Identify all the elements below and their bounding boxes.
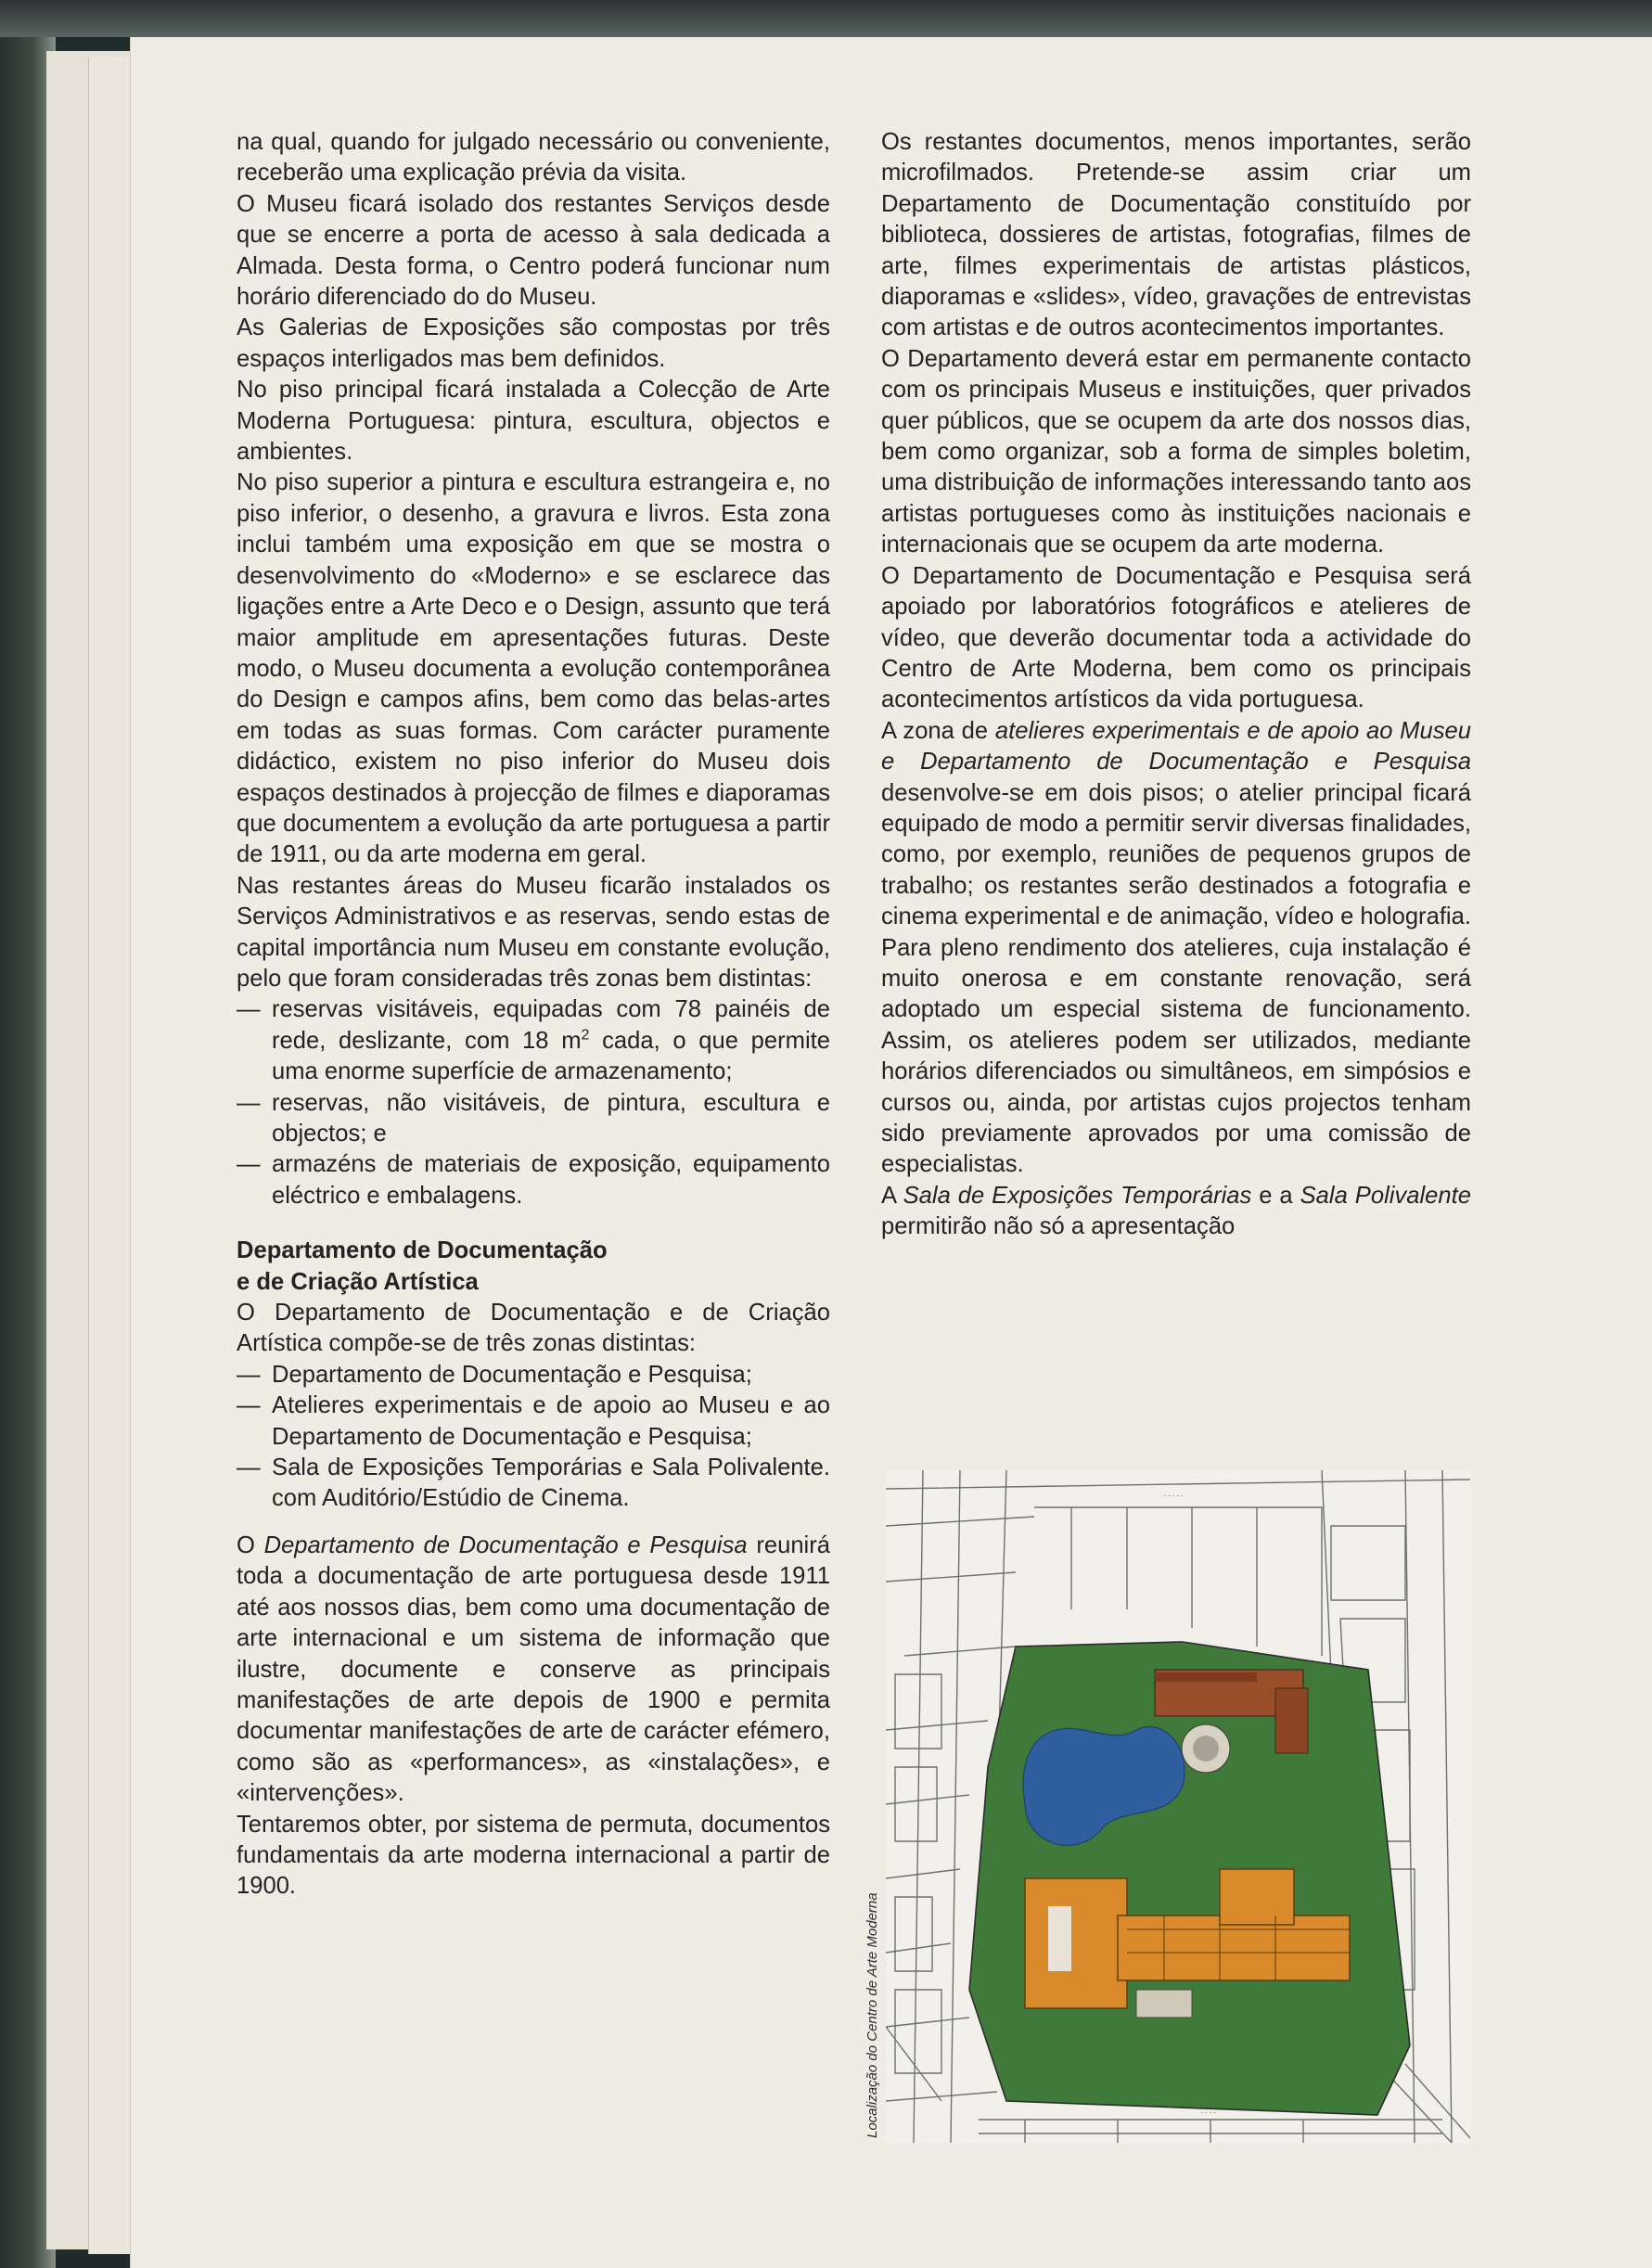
list-item — [237, 1149, 830, 1211]
paragraph: na qual, quando for julgado necessário ou conveniente, receberão uma explicação prévia da visita. — [237, 129, 830, 186]
list-item-text: armazéns de materiais de exposição, equipamento eléctrico e embalagens. — [272, 1151, 830, 1209]
amphitheatre-centre — [1193, 1736, 1219, 1762]
paragraph: A zona de atelieres experimentais e de apoio ao Museu e Departamento de Documentação e Pesquisa desenvolve-se em dois pisos; o atelier principal ficará equipado de modo a permitir servir diversas finalidades, como, por exemplo, reuniões de pequenos grupos de trabalho; os restantes serão destinados a fotografia e cinema experimental e de animação, vídeo e holografia. — [881, 717, 1471, 930]
italic-term: Sala de Exposições Temporárias — [903, 1182, 1252, 1209]
list-dash: — — [237, 1151, 261, 1178]
paragraph: Os restantes documentos, menos importantes, serão microfilmados. Pretende-se assim criar um Departamento de Documentação constituído por biblioteca, dossieres de artistas, fotografias, filmes de arte, filmes experimentais de artistas plásticos, diaporamas e «slides», vídeo, gravações de entrevistas com artistas e de outros acontecimentos importantes. — [881, 129, 1471, 341]
list-item-text: Sala de Exposições Temporárias e Sala Polivalente. com Auditório/Estúdio de Cinema. — [272, 1454, 830, 1512]
list-dash: — — [237, 996, 261, 1023]
list-item-text: reservas, não visitáveis, de pintura, escultura e objectos; e — [272, 1089, 830, 1147]
brick-building-annex — [1275, 1688, 1308, 1753]
list-item-text: reservas visitáveis, equipadas com 78 painéis de rede, deslizante, com 18 $m^2$ cada, o que permite uma enorme superfície de armazenamento; — [272, 996, 830, 1085]
list-item-text: Departamento de Documentação e Pesquisa; — [272, 1361, 752, 1388]
italic-term: atelieres experimentais e de apoio ao Museu e Departamento de Documentação e Pesquisa — [881, 717, 1471, 775]
italic-term: Sala Polivalente — [1300, 1182, 1471, 1209]
paragraph: O Departamento de Documentação e Pesquisa será apoiado por laboratórios fotográficos e atelieres de vídeo, que deverão documentar toda a actividade do Centro de Arte Moderna, bem como os principais acontecimentos artísticos da vida portuguesa. — [881, 562, 1471, 713]
entrance-plaza — [1136, 1990, 1192, 2018]
paragraph: Tentaremos obter, por sistema de permuta, documentos fundamentais da arte moderna internacional a partir de 1900. — [237, 1811, 830, 1900]
list-item — [237, 1360, 830, 1390]
site-plan-map — [886, 1470, 1470, 2143]
brick-building-detail — [1155, 1672, 1257, 1682]
museum-building-north — [1220, 1869, 1294, 1925]
paragraph: As Galerias de Exposições são compostas por três espaços interligados mas bem definidos. — [237, 314, 830, 372]
list-item — [237, 1453, 830, 1515]
svg-text:· · · ·: · · · · — [1201, 2109, 1216, 2117]
paragraph: O Departamento deverá estar em permanente contacto com os principais Museus e instituições, quer privados quer públicos, que se ocupem da arte dos nossos dias, bem como organizar, sob a forma de simples boletim, uma distribuição de informações interessando tanto aos artistas portugueses como às instituições nacionais e internacionais que se ocupem da arte moderna. — [881, 345, 1471, 558]
figure-caption: Localização do Centro de Arte Moderna — [864, 1892, 880, 2138]
left-text-column — [237, 127, 830, 1903]
paragraph: O Departamento de Documentação e de Criação Artística compõe-se de três zonas distintas: — [237, 1300, 830, 1357]
paragraph: O Museu ficará isolado dos restantes Serviços desde que se encerre a porta de acesso à sala dedicada a Almada. Desta forma, o Centro poderá funcionar num horário diferenciado do do Museu. — [237, 190, 830, 311]
section-heading: Departamento de Documentação e de Criação Artística — [237, 1237, 608, 1295]
paragraph: No piso superior a pintura e escultura estrangeira e, no piso inferior, o desenho, a gravura e livros. Esta zona inclui também uma exposição em que se mostra o desenvolvimento do «Moderno» e se esclarece das ligações entre a Arte Deco e o Design, assunto que terá maior amplitude em apresentações futuras. Deste modo, o Museu documenta a evolução contemporânea do Design e campos afins, bem como das belas-artes em todas as suas formas. Com carácter puramente didáctico, existem no piso inferior do Museu dois espaços destinados à projecção de filmes e diaporamas que documentem a evolução da arte portuguesa a partir de 1911, ou da arte moderna em geral. — [237, 469, 830, 868]
list-item-text: Atelieres experimentais e de apoio ao Museu e ao Departamento de Documentação e Pesquisa; — [272, 1392, 830, 1450]
museum-building-west — [1025, 1878, 1127, 2008]
list-dash: — — [237, 1392, 261, 1419]
right-text-column — [881, 127, 1471, 1243]
list-item — [237, 1088, 830, 1150]
paragraph: Para pleno rendimento dos atelieres, cuja instalação é muito onerosa e em constante renovação, será adoptado um especial sistema de funcionamento. Assim, os atelieres podem ser utilizados, mediante horários diferenciados ou simultâneos, em simpósios e cursos ou, ainda, por artistas cujos projectos tenham sido previamente aprovados por uma comissão de especialistas. — [881, 934, 1471, 1178]
svg-text:· · · · ·: · · · · · — [1164, 1493, 1184, 1500]
paragraph: Nas restantes áreas do Museu ficarão instalados os Serviços Administrativos e as reservas, sendo estas de capital importância num Museu em constante evolução, pelo que foram consideradas três zonas bem distintas: — [237, 872, 830, 992]
list-dash: — — [237, 1089, 261, 1116]
list-item — [237, 1390, 830, 1453]
paragraph: O Departamento de Documentação e Pesquisa reunirá toda a documentação de arte portuguesa desde 1911 até aos nossos dias, bem como uma documentação de arte internacional e um sistema de informação que ilustre, documente e conserve as principais manifestações de arte depois de 1900 e permita documentar manifestações de arte de carácter efémero, como são as «performances», as «instalações», e «intervenções». — [237, 1531, 830, 1807]
paragraph: No piso principal ficará instalada a Colecção de Arte Moderna Portuguesa: pintura, escultura, objectos e ambientes. — [237, 377, 830, 466]
italic-term: Departamento de Documentação e Pesquisa — [263, 1531, 748, 1558]
scan-background-top — [0, 0, 1652, 37]
list-dash: — — [237, 1361, 261, 1388]
paragraph: A Sala de Exposições Temporárias e a Sala Polivalente permitirão não só a apresentação — [881, 1182, 1471, 1240]
list-item — [237, 994, 830, 1087]
list-dash: — — [237, 1454, 261, 1481]
museum-courtyard — [1048, 1906, 1071, 1971]
superscript: 2 — [581, 1027, 590, 1044]
